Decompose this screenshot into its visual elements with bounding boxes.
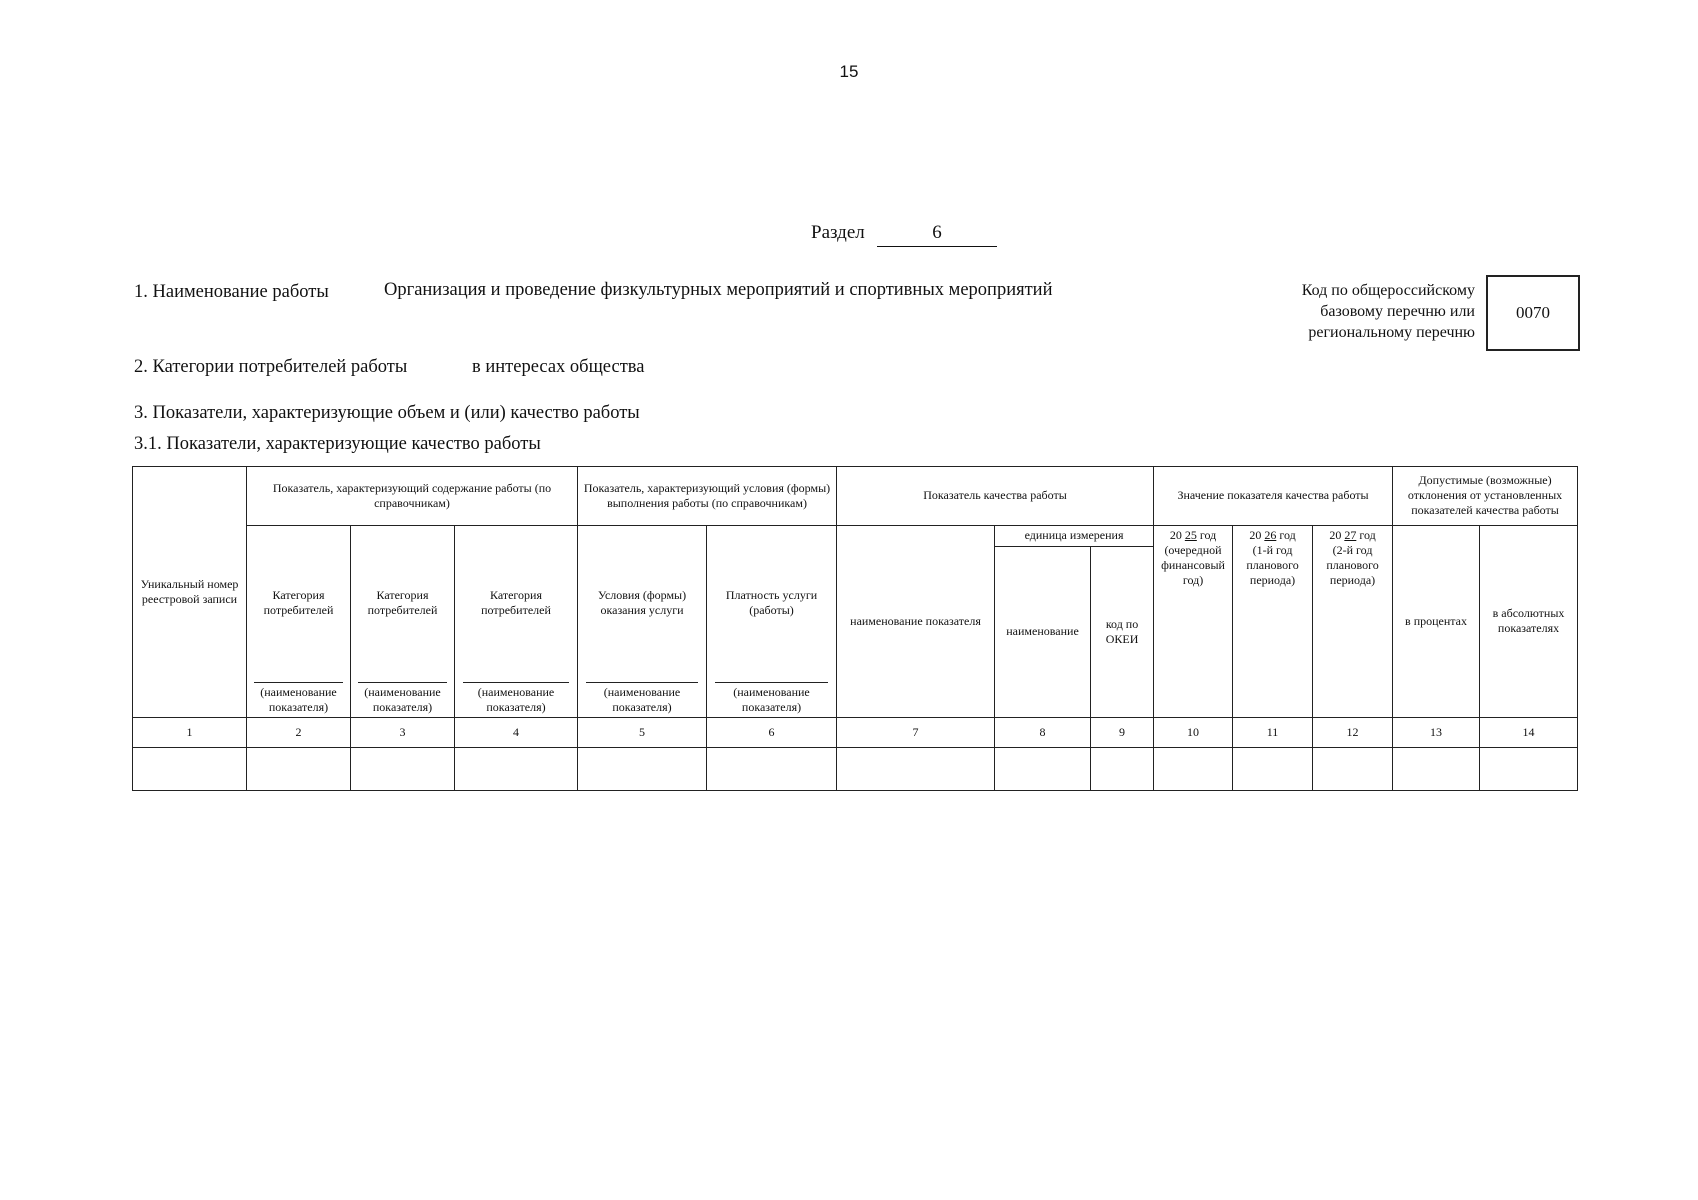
column-number-12: 12 <box>1313 717 1393 747</box>
header-category-1 <box>247 525 351 717</box>
empty-cell-6 <box>707 747 837 790</box>
year-2-suffix: год <box>1279 527 1296 542</box>
header-values-group: Значение показателя качества работы <box>1154 467 1393 526</box>
header-category-3 <box>455 525 578 717</box>
quality-indicators-table <box>132 466 1578 791</box>
header-unit-name: наименование <box>995 547 1091 717</box>
header-year-3 <box>1313 525 1393 717</box>
column-number-row <box>133 717 1578 747</box>
empty-cell-8 <box>995 747 1091 790</box>
registry-code-value: 0070 <box>1516 303 1550 322</box>
empty-cell-14 <box>1480 747 1578 790</box>
column-number-5: 5 <box>578 717 707 747</box>
header-unique-number: Уникальный номер реестровой записи <box>133 467 247 718</box>
heading-3: 3. Показатели, характеризующие объем и (или) качество работы <box>134 403 640 423</box>
heading-3-1: 3.1. Показатели, характеризующие качество работы <box>134 434 541 454</box>
conditions-label: Условия (формы) оказания услуги <box>597 587 687 617</box>
category-2-label: Категория потребителей <box>367 587 438 617</box>
page-number: 15 <box>839 62 859 81</box>
category-1-label: Категория потребителей <box>263 587 334 617</box>
registry-code-label: Код по общероссийскому базовому перечню или региональному перечню <box>1301 282 1475 341</box>
column-number-8: 8 <box>995 717 1091 747</box>
column-number-11: 11 <box>1233 717 1313 747</box>
category-2-caption: (наименование показателя) <box>358 682 447 715</box>
header-payment <box>707 525 837 717</box>
header-okei: код по ОКЕИ <box>1091 547 1154 717</box>
header-deviation-group: Допустимые (возможные) отклонения от установленных показателей качества работы <box>1393 467 1578 526</box>
year-3-value: 27 <box>1344 527 1357 542</box>
consumers-label: 2. Категории потребителей работы <box>134 357 408 377</box>
empty-cell-1 <box>133 747 247 790</box>
consumers-value: в интересах общества <box>472 357 645 377</box>
column-number-14: 14 <box>1480 717 1578 747</box>
header-quality-group: Показатель качества работы <box>837 467 1154 526</box>
section-label: Раздел <box>811 222 865 243</box>
year-1-value: 25 <box>1184 527 1197 542</box>
conditions-caption: (наименование показателя) <box>586 682 698 715</box>
payment-label: Платность услуги (работы) <box>725 587 818 617</box>
year-1-suffix: год <box>1199 527 1217 542</box>
year-1-prefix: 20 <box>1169 527 1182 542</box>
year-3-note: (2-й год планового периода) <box>1326 542 1379 587</box>
empty-cell-2 <box>247 747 351 790</box>
year-2-note: (1-й год планового периода) <box>1246 542 1299 587</box>
year-2-prefix: 20 <box>1249 527 1262 542</box>
header-category-2 <box>351 525 455 717</box>
empty-cell-13 <box>1393 747 1480 790</box>
header-content-group: Показатель, характеризующий содержание работы (по справочникам) <box>247 467 578 526</box>
empty-cell-10 <box>1154 747 1233 790</box>
empty-cell-4 <box>455 747 578 790</box>
header-year-2 <box>1233 525 1313 717</box>
category-3-caption: (наименование показателя) <box>463 682 570 715</box>
empty-cell-12 <box>1313 747 1393 790</box>
empty-cell-9 <box>1091 747 1154 790</box>
empty-cell-5 <box>578 747 707 790</box>
column-number-9: 9 <box>1091 717 1154 747</box>
empty-cell-7 <box>837 747 995 790</box>
section-number: 6 <box>877 222 997 247</box>
column-number-3: 3 <box>351 717 455 747</box>
payment-caption: (наименование показателя) <box>715 682 828 715</box>
header-year-1 <box>1154 525 1233 717</box>
empty-cell-11 <box>1233 747 1313 790</box>
empty-data-row <box>133 747 1578 790</box>
header-unit: единица измерения <box>995 525 1154 547</box>
column-number-1: 1 <box>133 717 247 747</box>
category-3-label: Категория потребителей <box>481 587 551 617</box>
registry-code-box <box>1486 275 1580 351</box>
header-indicator-name: наименование показателя <box>837 525 995 717</box>
header-percent: в процентах <box>1393 525 1480 717</box>
work-name-label: 1. Наименование работы <box>134 282 329 302</box>
column-number-7: 7 <box>837 717 995 747</box>
header-absolute: в абсолютных показателях <box>1480 525 1578 717</box>
year-2-value: 26 <box>1264 527 1277 542</box>
year-3-suffix: год <box>1359 527 1376 542</box>
header-conditions-group: Показатель, характеризующий условия (формы) выполнения работы (по справочникам) <box>578 467 837 526</box>
header-conditions <box>578 525 707 717</box>
column-number-2: 2 <box>247 717 351 747</box>
empty-cell-3 <box>351 747 455 790</box>
column-number-6: 6 <box>707 717 837 747</box>
year-1-note: (очередной финансовый год) <box>1161 542 1225 587</box>
column-number-13: 13 <box>1393 717 1480 747</box>
column-number-10: 10 <box>1154 717 1233 747</box>
year-3-prefix: 20 <box>1329 527 1342 542</box>
column-number-4: 4 <box>455 717 578 747</box>
category-1-caption: (наименование показателя) <box>254 682 343 715</box>
work-name-value: Организация и проведение физкультурных мероприятий и спортивных мероприятий <box>384 280 1053 300</box>
